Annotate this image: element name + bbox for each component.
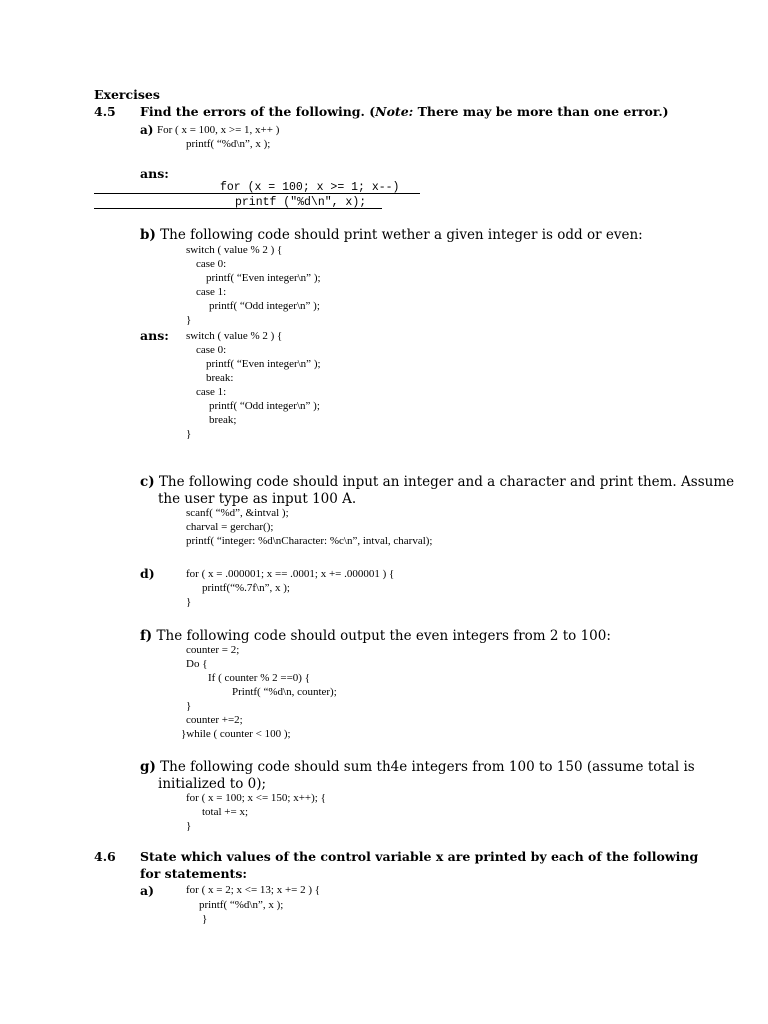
part-b-answer-line: case 0: (196, 344, 227, 356)
part-a-code-line: For ( x = 100, x >= 1, x++ ) (157, 124, 280, 136)
part-g-code-line: for ( x = 100; x <= 150; x++); { (186, 792, 326, 804)
part-c-text: The following code should input an integer and a character and print them. Assume (158, 474, 735, 490)
part-g-text: The following code should sum th4e integers from 100 to 150 (assume total is (160, 759, 695, 775)
part-d-code-line: for ( x = .000001; x == .0001; x += .000001 ) { (186, 568, 395, 580)
heading-text: Find the errors of the following. ( (140, 104, 376, 119)
part-b-question (140, 229, 643, 243)
part-b-answer-line: switch ( value % 2 ) { (186, 330, 283, 342)
part-g-label: g) (140, 759, 156, 775)
part-b-answer-line: case 1: (196, 386, 227, 398)
heading-text-tail: There may be more than one error.) (413, 104, 669, 119)
part-b-answer-line: printf( “Odd integer\n” ); (209, 400, 320, 412)
part-b-label: b) (140, 227, 156, 243)
section-4-5-number: 4.5 (94, 104, 116, 119)
section-4-6-code-line: } (202, 913, 208, 925)
part-f-label: f) (140, 628, 153, 644)
part-b-code-line: switch ( value % 2 ) { (186, 244, 283, 256)
part-f-code-line: counter +=2; (186, 714, 243, 726)
section-4-6-heading-continued: for statements: (140, 866, 247, 881)
part-a-answer-line: for (x = 100; x >= 1; x--) (220, 181, 400, 194)
part-d-code-line: } (186, 596, 192, 608)
part-c-text-continued: the user type as input 100 A. (158, 491, 357, 507)
section-4-6-part-a-label: a) (140, 883, 155, 898)
part-c-label: c) (140, 474, 155, 490)
part-g-code-line: } (186, 820, 192, 832)
part-f-code-line: Do { (186, 658, 208, 670)
part-f-code-line: If ( counter % 2 ==0) { (208, 672, 310, 684)
part-b-answer-line: } (186, 428, 192, 440)
part-b-answer-line: break; (209, 414, 237, 426)
part-f-code-line: } (186, 700, 192, 712)
part-f-question (140, 630, 611, 644)
part-a-ans-label: ans: (140, 166, 169, 181)
part-c-question (140, 476, 734, 490)
part-b-code-line: printf( “Odd integer\n” ); (209, 300, 320, 312)
part-f-text: The following code should output the even integers from 2 to 100: (156, 628, 611, 644)
part-b-text: The following code should print wether a given integer is odd or even: (160, 227, 643, 243)
part-b-ans-label: ans: (140, 328, 169, 343)
part-f-code-line: }while ( counter < 100 ); (181, 728, 291, 740)
part-f-code-line: Printf( “%d\n, counter); (232, 686, 337, 698)
heading-note: Note: (375, 104, 414, 119)
part-f-code-line: counter = 2; (186, 644, 240, 656)
exercises-title: Exercises (94, 87, 160, 102)
section-4-6-number: 4.6 (94, 849, 116, 864)
section-4-5-heading (140, 106, 669, 119)
part-c-code-line: scanf( “%d”, &intval ); (186, 507, 289, 519)
part-b-code-line: printf( “Even integer\n” ); (206, 272, 321, 284)
part-a-label: a) (140, 123, 154, 137)
part-b-code-line: case 1: (196, 286, 227, 298)
part-g-question (140, 761, 695, 775)
part-b-answer-line: printf( “Even integer\n” ); (206, 358, 321, 370)
part-d-code-line: printf(“%.7f\n”, x ); (202, 582, 290, 594)
part-g-text-continued: initialized to 0); (158, 776, 267, 792)
part-a-code-line: printf( “%d\n”, x ); (186, 138, 271, 150)
part-c-code-line: printf( “integer: %d\nCharacter: %c\n”, intval, charval); (186, 535, 433, 547)
part-a-answer-line: printf ("%d\n", x); (235, 196, 367, 209)
section-4-6-heading: State which values of the control variable x are printed by each of the following (140, 849, 699, 864)
part-g-code-line: total += x; (202, 806, 249, 818)
section-4-6-code-line: for ( x = 2; x <= 13; x += 2 ) { (186, 884, 321, 896)
part-b-code-line: } (186, 314, 192, 326)
section-4-6-code-line: printf( “%d\n”, x ); (199, 899, 284, 911)
part-d-label: d) (140, 566, 155, 581)
part-b-code-line: case 0: (196, 258, 227, 270)
part-c-code-line: charval = gerchar(); (186, 521, 274, 533)
part-b-answer-line: break: (206, 372, 234, 384)
